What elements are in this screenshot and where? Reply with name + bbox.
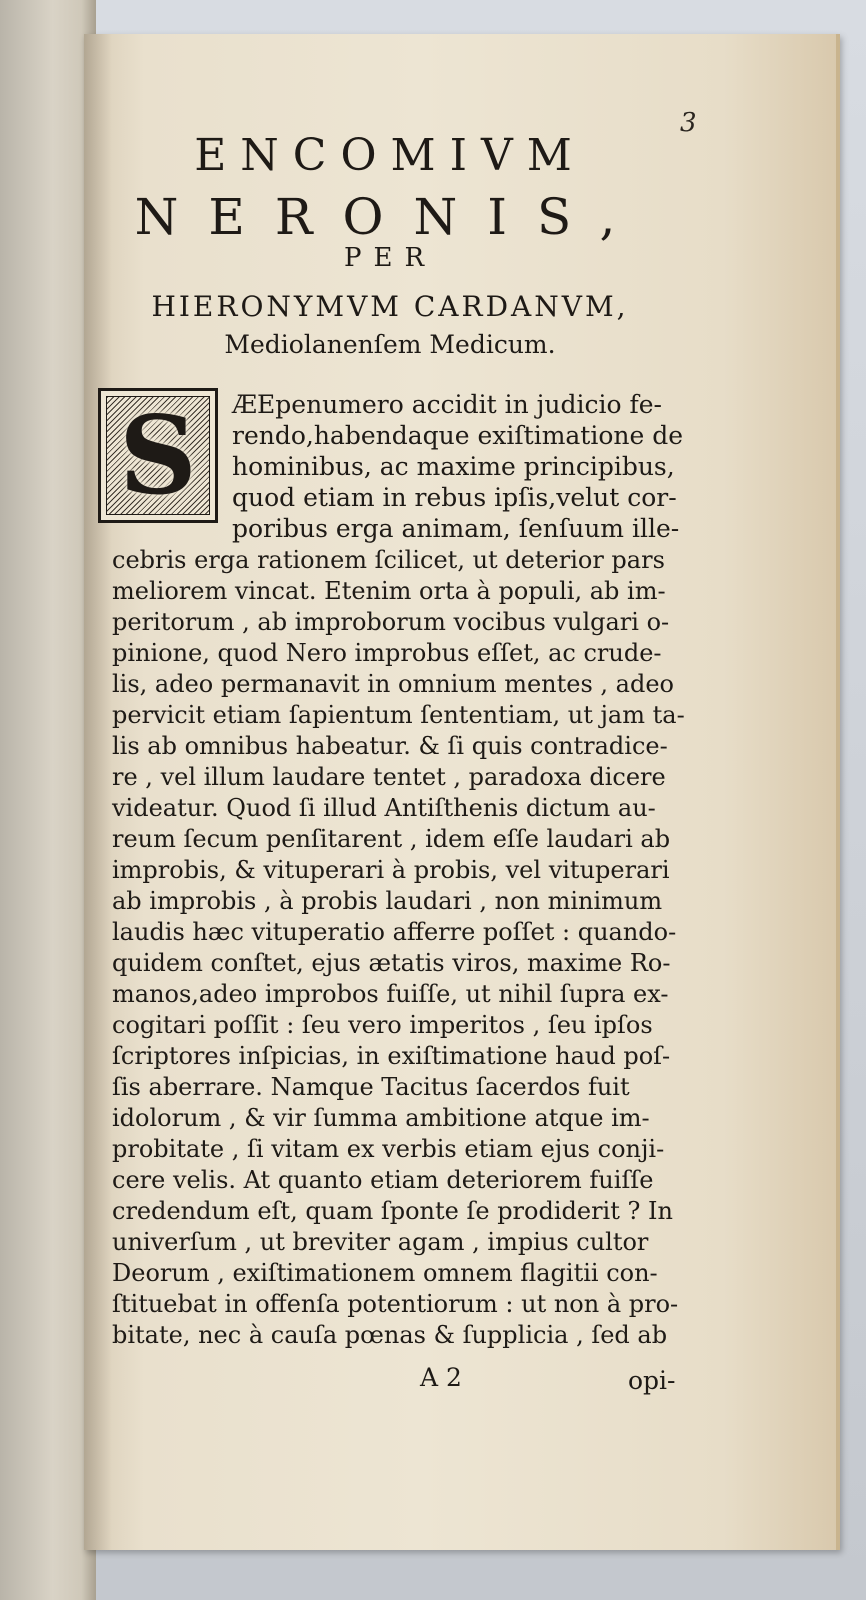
- body-line: lis, adeo permanavit in omnium mentes , adeo: [112, 670, 674, 698]
- body-line: ÆEpenumero accidit in judicio fe-: [232, 390, 663, 419]
- body-line: ſcriptores inſpicias, in exiſtimatione haud poſ-: [112, 1042, 671, 1070]
- catchword: opi-: [628, 1366, 676, 1395]
- title-per: PER: [343, 243, 437, 273]
- drop-cap-ornament: [98, 388, 218, 523]
- page-number: 3: [680, 108, 697, 138]
- drop-cap-letter: S: [119, 392, 197, 519]
- body-line: pervicit etiam ſapientum ſententiam, ut jam ta-: [112, 701, 685, 729]
- body-line: peritorum , ab improborum vocibus vulgari o-: [112, 608, 670, 636]
- body-line: idolorum , & vir ſumma ambitione atque im-: [112, 1104, 650, 1132]
- body-line: ſis aberrare. Namque Tacitus ſacerdos fuit: [112, 1073, 630, 1101]
- body-line: lis ab omnibus habeatur. & ſi quis contradice-: [112, 732, 668, 760]
- body-line: improbis, & vituperari à probis, vel vituperari: [112, 856, 670, 884]
- body-line: univerſum , ut breviter agam , impius cultor: [112, 1228, 649, 1256]
- signature-mark: A 2: [420, 1363, 462, 1392]
- body-line: probitate , ſi vitam ex verbis etiam ejus conji-: [112, 1135, 665, 1163]
- body-line: meliorem vincat. Etenim orta à populi, ab im-: [112, 577, 666, 605]
- body-line: pinione, quod Nero improbus eſſet, ac crude-: [112, 639, 662, 667]
- body-line: bitate, nec à cauſa pœnas & ſupplicia , ſed ab: [112, 1321, 668, 1349]
- body-line: ab improbis , à probis laudari , non minimum: [112, 887, 663, 915]
- body-line: quod etiam in rebus ipſis,velut cor-: [232, 483, 677, 512]
- title-author: HIERONYMVM CARDANVM,: [151, 290, 629, 323]
- gutter-shadow: [84, 34, 112, 1550]
- body-line: credendum eſt, quam ſponte ſe prodiderit ? In: [112, 1197, 673, 1225]
- body-line: hominibus, ac maxime principibus,: [232, 452, 675, 481]
- body-line: poribus erga animam, ſenſuum ille-: [232, 514, 680, 543]
- body-line: cebris erga rationem ſcilicet, ut deterior pars: [112, 546, 665, 574]
- title-subtitle: Mediolanenſem Medicum.: [224, 330, 556, 359]
- body-line: re , vel illum laudare tentet , paradoxa dicere: [112, 763, 666, 791]
- body-line: ſtituebat in offenſa potentiorum : ut non à pro-: [112, 1290, 679, 1318]
- body-line: quidem conſtet, ejus ætatis viros, maxime Ro-: [112, 949, 671, 977]
- title-neronis: NERONIS,: [134, 188, 646, 246]
- body-line: reum ſecum penſitarent , idem eſſe laudari ab: [112, 825, 671, 853]
- body-line: cogitari poſſit : ſeu vero imperitos , ſeu ipſos: [112, 1011, 653, 1039]
- body-line: Deorum , exiſtimationem omnem flagitii con-: [112, 1259, 658, 1287]
- body-line: cere velis. At quanto etiam deteriorem fuiſſe: [112, 1166, 654, 1194]
- title-encomium: ENCOMIVM: [194, 130, 586, 181]
- body-line: videatur. Quod ſi illud Antiſthenis dictum au-: [112, 794, 656, 822]
- facing-page-edge: [0, 0, 96, 1600]
- body-line: laudis hæc vituperatio afferre poſſet : quando-: [112, 918, 677, 946]
- body-line: rendo,habendaque exiſtimatione de: [232, 421, 684, 450]
- body-line: manos,adeo improbos fuiſſe, ut nihil ſupra ex-: [112, 980, 669, 1008]
